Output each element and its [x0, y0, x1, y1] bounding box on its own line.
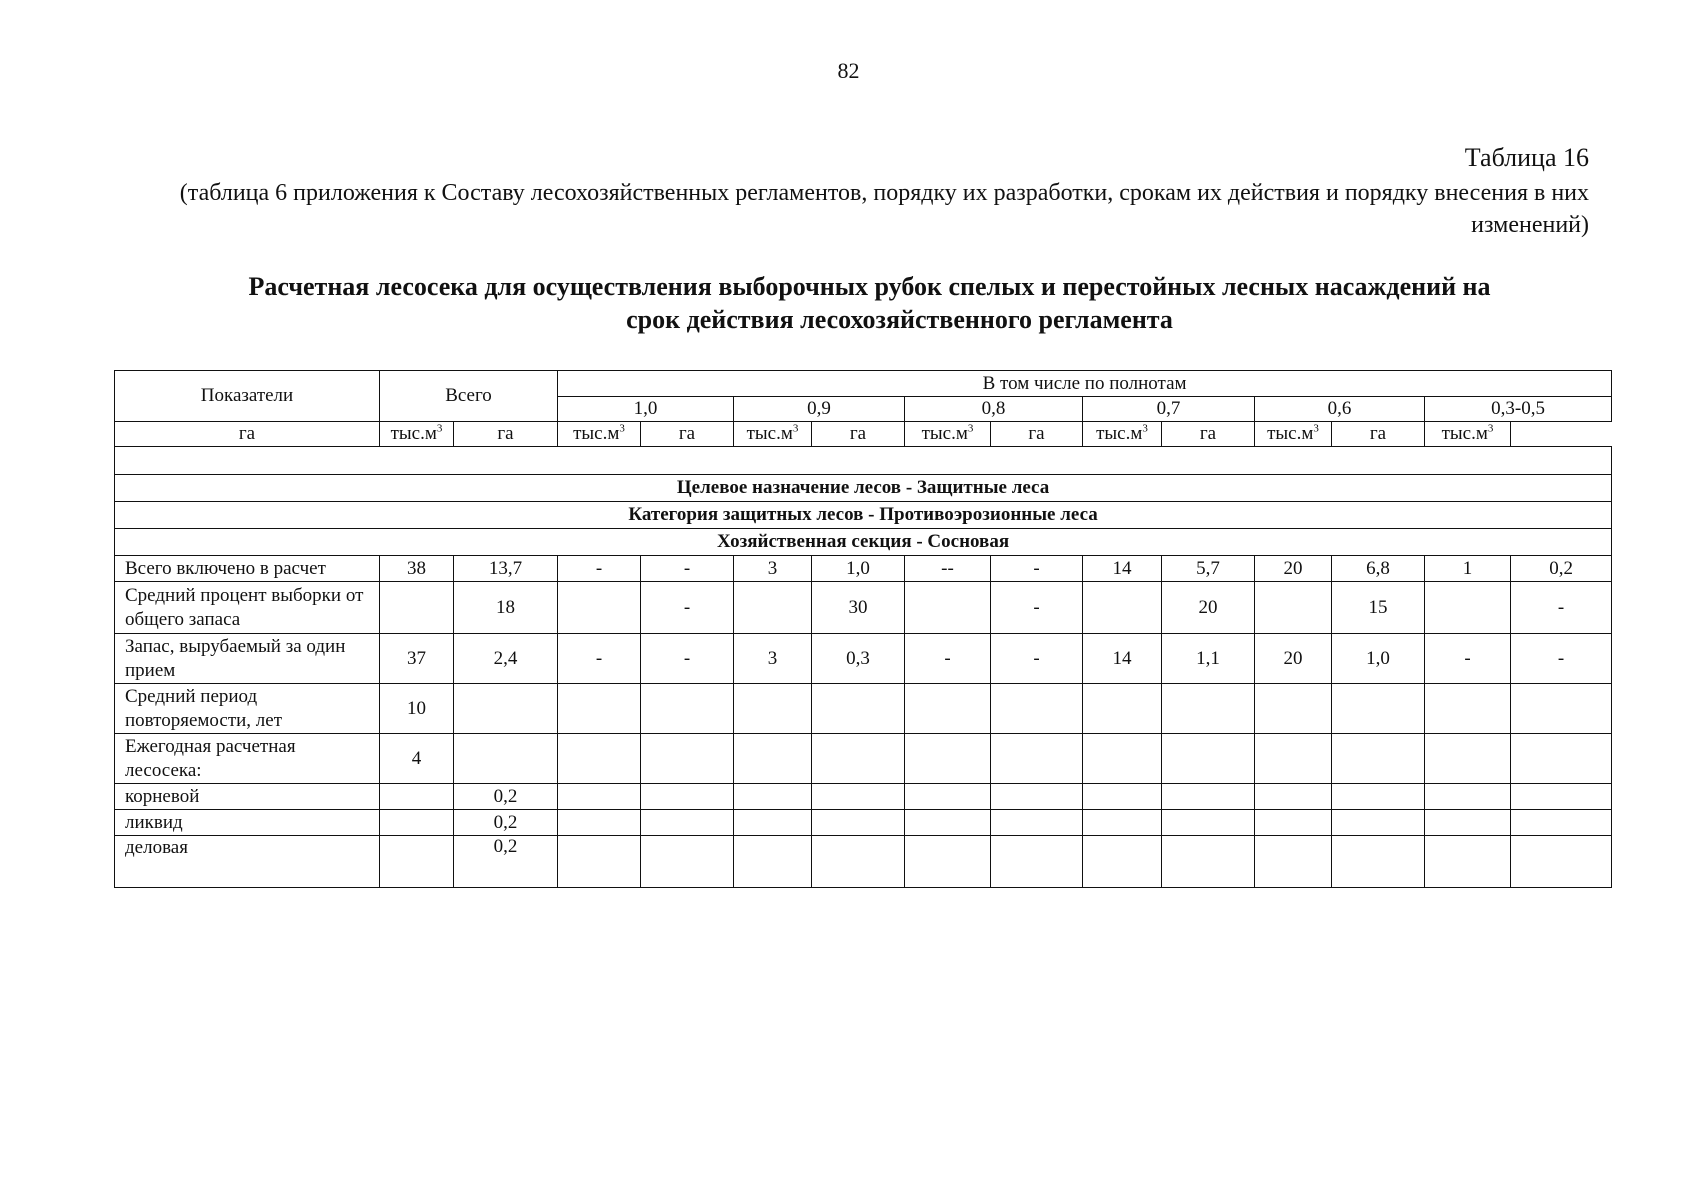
row-label: Ежегодная расчетная лесосека: [115, 734, 380, 784]
section-row [115, 502, 1612, 529]
units-row [115, 422, 1612, 447]
table-cell: 18 [454, 582, 558, 634]
page-number: 82 [837, 58, 860, 83]
spacer-row [115, 447, 1612, 475]
table-note: (таблица 6 приложения к Составу лесохозяйственных регламентов, порядку их разработки, срокам их действия и порядку внесения в них изменений) [179, 180, 1589, 238]
table-cell [380, 582, 454, 634]
table-cell [991, 810, 1083, 836]
table-cell [905, 734, 991, 784]
unit-volume-exponent: 3 [1313, 422, 1319, 435]
table-cell [1083, 734, 1162, 784]
table-cell [1332, 810, 1425, 836]
table-cell [905, 810, 991, 836]
table-cell: - [1425, 634, 1511, 684]
table-row [115, 836, 1612, 888]
table-cell [380, 836, 454, 888]
header-row-1 [115, 371, 1612, 397]
header-total: Всего [380, 371, 558, 422]
table-cell [1511, 734, 1612, 784]
table-cell [1083, 836, 1162, 888]
table-cell: 20 [1255, 634, 1332, 684]
header-density: 0,6 [1255, 397, 1425, 422]
table-cell [1255, 684, 1332, 734]
table-cell [812, 684, 905, 734]
table-cell [905, 684, 991, 734]
row-label: Средний период повторяемости, лет [115, 684, 380, 734]
table-cell [1332, 734, 1425, 784]
table-cell [1332, 836, 1425, 888]
table-cell [1425, 784, 1511, 810]
title-line-2: срок действия лесохозяйственного регламента [626, 305, 1173, 334]
unit-volume [905, 422, 991, 447]
table-cell [1162, 684, 1255, 734]
header-by-density: В том числе по полнотам [558, 371, 1612, 397]
unit-volume-exponent: 3 [967, 422, 974, 435]
table-cell: 14 [1083, 634, 1162, 684]
table-cell: - [558, 634, 641, 684]
table-cell [1332, 784, 1425, 810]
table-cell [991, 684, 1083, 734]
table-row [115, 634, 1612, 684]
table-cell: - [641, 556, 734, 582]
unit-volume [558, 422, 641, 447]
table-cell [734, 784, 812, 810]
table-cell: - [991, 634, 1083, 684]
table-cell [1083, 810, 1162, 836]
section-row [115, 529, 1612, 556]
table-cell: 0,2 [454, 784, 558, 810]
table-cell: 37 [380, 634, 454, 684]
table-cell: 38 [380, 556, 454, 582]
table-cell [1083, 684, 1162, 734]
table-cell: 4 [380, 734, 454, 784]
table-cell: 20 [1255, 556, 1332, 582]
table-cell: 0,3 [812, 634, 905, 684]
table-row [115, 684, 1612, 734]
table-row [115, 556, 1612, 582]
table-cell: 0,2 [454, 836, 558, 888]
unit-volume-text: тыс.м [573, 423, 620, 444]
table-cell [1511, 784, 1612, 810]
unit-ha: га [1332, 422, 1425, 447]
table-cell [1255, 784, 1332, 810]
table-cell: 13,7 [454, 556, 558, 582]
table-cell [641, 684, 734, 734]
section-purpose: Целевое назначение лесов - Защитные леса [115, 475, 1612, 502]
unit-volume-exponent: 3 [619, 422, 625, 435]
table-cell: 14 [1083, 556, 1162, 582]
table-cell: 1,0 [1332, 634, 1425, 684]
table-cell [1511, 684, 1612, 734]
table-cell [558, 582, 641, 634]
unit-ha: га [115, 422, 380, 447]
row-label: Средний процент выборки от общего запаса [115, 582, 380, 634]
table-cell [991, 784, 1083, 810]
table-cell: 1,1 [1162, 634, 1255, 684]
table-cell [905, 582, 991, 634]
table-cell [734, 734, 812, 784]
unit-ha: га [454, 422, 558, 447]
table-cell [1162, 810, 1255, 836]
table-cell: - [558, 556, 641, 582]
table-cell [454, 734, 558, 784]
table-cell [1332, 684, 1425, 734]
table-cell [1425, 734, 1511, 784]
table-row [115, 734, 1612, 784]
table-cell [1083, 582, 1162, 634]
table-cell [641, 810, 734, 836]
header-density: 0,3-0,5 [1425, 397, 1612, 422]
unit-volume-text: тыс.м [1441, 423, 1488, 444]
table-cell [558, 684, 641, 734]
section-category: Категория защитных лесов - Противоэрозионные леса [115, 502, 1612, 529]
table-cell: 6,8 [1332, 556, 1425, 582]
table-cell [1083, 784, 1162, 810]
row-label: деловая [115, 836, 380, 888]
row-label: корневой [115, 784, 380, 810]
row-label: ликвид [115, 810, 380, 836]
unit-volume-exponent: 3 [792, 422, 799, 435]
table-cell: 0,2 [454, 810, 558, 836]
unit-volume-exponent: 3 [1142, 422, 1148, 435]
title-line-1: Расчетная лесосека для осуществления выборочных рубок спелых и перестойных лесных насаждений на [248, 272, 1491, 301]
table-cell: 1,0 [812, 556, 905, 582]
unit-volume-text: тыс.м [921, 423, 968, 444]
table-cell [641, 836, 734, 888]
table-label: Таблица 16 [1464, 143, 1589, 172]
table-row [115, 582, 1612, 634]
table-cell [380, 784, 454, 810]
unit-volume-exponent: 3 [1487, 422, 1494, 435]
header-density: 0,7 [1083, 397, 1255, 422]
table-cell: - [991, 556, 1083, 582]
unit-volume [1083, 422, 1162, 447]
table-cell [1425, 836, 1511, 888]
table-cell [641, 734, 734, 784]
table-cell [734, 684, 812, 734]
table-cell [1425, 684, 1511, 734]
table-cell: - [641, 634, 734, 684]
table-cell [812, 810, 905, 836]
header-density: 1,0 [558, 397, 734, 422]
table-cell [1162, 836, 1255, 888]
table-cell [454, 684, 558, 734]
table-cell: - [1511, 634, 1612, 684]
table-cell [991, 734, 1083, 784]
unit-ha: га [812, 422, 905, 447]
header-density: 0,9 [734, 397, 905, 422]
row-label: Всего включено в расчет [115, 556, 380, 582]
table-cell [905, 784, 991, 810]
table-cell: 15 [1332, 582, 1425, 634]
table-cell [812, 836, 905, 888]
table-cell: - [1511, 582, 1612, 634]
table-cell: - [991, 582, 1083, 634]
table-cell [1255, 810, 1332, 836]
unit-volume-text: тыс.м [746, 423, 793, 444]
table-cell [991, 836, 1083, 888]
unit-ha: га [641, 422, 734, 447]
table-cell: 10 [380, 684, 454, 734]
table-row [115, 810, 1612, 836]
table-cell: 30 [812, 582, 905, 634]
table-cell [1162, 784, 1255, 810]
unit-volume [734, 422, 812, 447]
table-cell [812, 784, 905, 810]
table-cell [380, 810, 454, 836]
unit-ha: га [1162, 422, 1255, 447]
unit-volume [380, 422, 454, 447]
table-cell: 1 [1425, 556, 1511, 582]
table-cell: 0,2 [1511, 556, 1612, 582]
unit-volume [1425, 422, 1511, 447]
table-cell [812, 734, 905, 784]
unit-volume-exponent: 3 [436, 422, 443, 435]
table-cell [734, 582, 812, 634]
table-cell: 3 [734, 634, 812, 684]
table-row [115, 784, 1612, 810]
table-cell [1255, 582, 1332, 634]
unit-volume-text: тыс.м [390, 423, 437, 444]
document-title [150, 270, 1589, 336]
unit-ha: га [991, 422, 1083, 447]
table-cell [734, 836, 812, 888]
table-cell [558, 734, 641, 784]
unit-volume-text: тыс.м [1267, 423, 1314, 444]
spacer-cell [115, 447, 1612, 475]
table-cell: - [905, 634, 991, 684]
row-label: Запас, вырубаемый за один прием [115, 634, 380, 684]
section-row [115, 475, 1612, 502]
table-cell [558, 810, 641, 836]
table-cell [1511, 810, 1612, 836]
table-cell [734, 810, 812, 836]
table-cell: -- [905, 556, 991, 582]
table-cell [1255, 734, 1332, 784]
table-cell [641, 784, 734, 810]
table-cell [905, 836, 991, 888]
table-cell [1255, 836, 1332, 888]
table-cell: 5,7 [1162, 556, 1255, 582]
table-cell [1511, 836, 1612, 888]
unit-volume-text: тыс.м [1096, 423, 1143, 444]
cutting-area-table [114, 370, 1612, 888]
table-cell [1425, 582, 1511, 634]
header-indicators: Показатели [115, 371, 380, 422]
table-cell: 20 [1162, 582, 1255, 634]
table-cell [1425, 810, 1511, 836]
unit-volume [1255, 422, 1332, 447]
table-cell [558, 836, 641, 888]
section-economic: Хозяйственная секция - Сосновая [115, 529, 1612, 556]
header-density: 0,8 [905, 397, 1083, 422]
table-cell: 3 [734, 556, 812, 582]
table-cell [1162, 734, 1255, 784]
table-cell: 2,4 [454, 634, 558, 684]
table-cell [558, 784, 641, 810]
table-cell: - [641, 582, 734, 634]
